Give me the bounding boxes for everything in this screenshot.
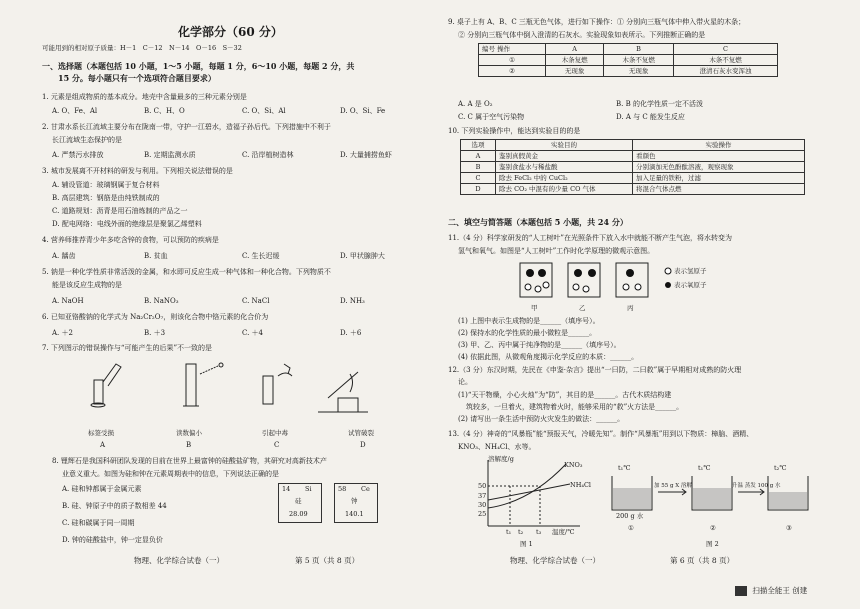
q8-opt-c: C. 硅和碳属于同一周期 [62,519,135,527]
table-cell: 木条复燃 [546,55,604,66]
q3-opt-d: D. 配电网络：电线外面的绝缘层是聚氯乙烯塑料 [52,220,202,228]
si-number: 14 [282,485,291,493]
q12-line1: 12.（3 分）东汉时期，先民在《申鉴·杂言》提出“一曰防，二曰救”属于早期相对成熟的防火理 [448,366,742,374]
q3-opt-a: A. 辅设管道：玻璃钢属于复合材料 [52,181,160,189]
q9-opt-b: B. B 的化学性质一定不活泼 [616,100,703,108]
kno3-curve [488,464,566,508]
q11-sub2: (2) 保持水的化学性质的最小微粒是______。 [458,329,597,337]
q5-opt-b: B. NaNO₃ [144,297,179,305]
q9-opt-a: A. A 是 O₂ [458,100,493,108]
fig2-num3: ③ [786,524,792,532]
legend-oxygen: 表示氧原子 [674,281,707,289]
table-row [461,184,805,195]
q3-opt-b: B. 高层建筑：钢筋是由纯铁制成的 [52,194,160,202]
table-cell: 鉴别食盐水与稀盐酸 [496,162,633,173]
fig2-label-heat: 升温 蒸发 100 g 水 [732,483,781,489]
section1-heading: 一、选择题（本题包括 10 小题，1～5 小题，每题 1 分，6～10 小题，每题 2 分，共 [42,61,355,71]
q11-sub1: (1) 上图中表示生成物的是______（填序号）。 [458,317,600,325]
table-row [461,151,805,162]
q13-line1: 13.（4 分）神奇的“风暴瓶”能“预报天气，冷暖先知”。制作“风暴瓶”用到以下物质：樟脑、酒精、 [448,430,754,438]
fig1-caption: 图 1 [520,540,533,548]
section2-heading: 二、填空与简答题（本题包括 5 小题，共 24 分） [448,217,628,227]
q7-illustrations [88,358,388,424]
q7: 7. 下列图示的错误操作与“可能产生的后果”不一致的是 [42,344,213,352]
q2-opt-a: A. 严禁污水排放 [52,151,104,159]
table-cell: ① [479,55,546,66]
si-symbol: Si [305,485,312,493]
legend-hydrogen: 表示氢原子 [674,267,707,275]
page-title: 化学部分（60 分） [178,25,283,39]
table-row [461,173,805,184]
label-jia: 甲 [531,304,538,312]
fig2-caption: 图 2 [706,540,719,548]
table-row [479,66,778,77]
q4-opt-d: D. 甲状腺肿大 [340,252,385,260]
q10: 10. 下列实验操作中，能达到实验目的的是 [448,127,581,135]
element-cell-ce [334,483,378,523]
table-row [461,140,805,151]
ce-symbol: Ce [361,485,370,493]
q2-line1: 2. 甘肃水系长江流域主要分布在陇南一带，守护一江碧水，造福子孙后代。下列措施中不利于 [42,123,331,131]
table-header-cell: 实验目的 [496,140,633,151]
box-jia [520,263,552,297]
box-yi [568,263,600,297]
atomic-masses: 可能用到的相对原子质量：H－1 C－12 N－14 O－16 S－32 [42,44,242,52]
box-bing [616,263,648,297]
q1-opt-d: D. O、Si、Fe [340,107,386,115]
graduated-cylinder-figure [183,363,223,406]
table-cell: B [461,162,496,173]
q9-opt-c: C. C 属于空气污染物 [458,113,525,121]
q9-table [478,43,778,77]
heat-test-tube-figure [318,372,368,412]
table-cell: 将混合气体点燃 [633,184,805,195]
right-column [448,0,823,590]
q7-letter-d: D [360,441,366,449]
fig1-xtick: t₃ [536,528,542,536]
oxygen-legend-dot [665,282,671,288]
q9-line2: ② 分别向三瓶气体中倒入澄清的石灰水。实验现象如表所示。下列推断正确的是 [458,31,706,39]
footer-left-page: 第 5 页（共 8 页） [295,556,360,565]
q7-caption-b: 读数偏小 [176,429,202,437]
q7-caption-c: 引起中毒 [262,429,288,437]
q1-opt-c: C. O、Si、Al [242,107,286,115]
table-cell: 加入足量的铁粉，过滤 [633,173,805,184]
q7-caption-d: 试管破裂 [348,429,374,437]
fig2-num1: ① [628,524,634,532]
q12-line2: 论。 [458,378,472,386]
q8-opt-a: A. 硅和钟都属于金属元素 [62,485,142,493]
section1-heading-2: 15 分。每小题只有一个选项符合题目要求） [58,73,216,83]
q11-sub4: (4) 依据此图，从微观角度揭示化学反应的本质：______。 [458,353,639,361]
q12-sub1b: 筑较多，一旦着火，建筑物着火时，能够采用的“救”火方法是______。 [466,403,684,411]
q11-line1: 11.（4 分）科学家研发的“人工树叶”在光照条件下放入水中就能不断产生气泡，将水转变为 [448,234,732,242]
fig1-xlabel: 温度/℃ [552,528,575,536]
scanner-watermark-text: 扫描全能王 创建 [752,586,808,595]
table-cell: 鉴别真假黄金 [496,151,633,162]
q8-line1: 8. 锂辉石是我国科研团队发现的目前在世界上最富钟的硅酸盐矿物，其研究对高新技术产 [52,457,327,465]
table-cell: 无现象 [546,66,604,77]
footer-right-page: 第 6 页（共 8 页） [670,556,735,565]
q5-opt-a: A. NaOH [52,297,84,305]
fig1-xtick: t₂ [518,528,524,536]
q5-line2: 能是该反应生成物的是 [52,281,122,289]
q13-line2: KNO₃、NH₄Cl、水等。 [458,443,536,451]
table-cell: A [461,151,496,162]
fig2-beaker1-temp: t₁℃ [618,464,631,472]
q6-opt-b: B. ＋3 [144,329,166,337]
table-header-cell: 实验操作 [633,140,805,151]
left-column [42,0,433,590]
hydrogen-legend-dot [665,268,671,274]
q7-caption-a: 标签受损 [88,429,114,437]
q9-opt-d: D. A 与 C 能发生反应 [616,113,685,121]
q6-opt-a: A. ＋2 [52,329,73,337]
table-cell: D [461,184,496,195]
table-row [479,55,778,66]
fig1-series-kno3: KNO₃ [564,461,583,469]
fig1-ytick: 50 [478,482,487,490]
q6: 6. 已知亚铬酸钠的化学式为 Na₂Cr₂O₇，则该化合物中铬元素的化合价为 [42,313,269,321]
smell-gas-figure [263,364,292,404]
q5-line1: 5. 钠是一种化学性质非常活泼的金属，和水即可反应生成一种气体和一种化合物。下列物质不 [42,268,331,276]
ce-number: 58 [338,485,347,493]
si-mass: 28.09 [289,510,308,518]
table-cell: 木条不复燃 [673,55,777,66]
q10-table [460,139,805,195]
pour-liquid-figure [91,364,121,407]
fig2-label-add: 加 55 g X 溶解 [654,483,692,489]
q4-opt-b: B. 贫血 [144,252,168,260]
fig1-ytick: 30 [478,501,487,509]
table-row [461,162,805,173]
q2-opt-d: D. 大量捕捞鱼虾 [340,151,392,159]
table-cell: 无现象 [604,66,674,77]
fig1-ytick: 25 [478,510,487,518]
q5-opt-d: D. NH₃ [340,297,365,305]
q3: 3. 城市发展离不开材料的研发与利用。下列相关说法错误的是 [42,167,233,175]
q4-opt-a: A. 龋齿 [52,252,76,260]
q1-opt-a: A. O、Fe、Al [52,107,98,115]
label-bing: 丙 [627,304,634,312]
q1: 1. 元素是组成物质的基本成分。地壳中含量最多的三种元素分别是 [42,93,247,101]
q3-opt-c: C. 道路规划：沥青是用石油炼制的产品之一 [52,207,188,215]
q11-line2: 氢气和氧气。如图是“人工树叶”工作时化学原理的微观示意图。 [458,247,655,255]
q2-opt-c: C. 沿岸植树造林 [242,151,294,159]
table-header-cell: B [604,44,674,55]
table-cell: C [461,173,496,184]
footer-left-title: 物理、化学综合试卷（一） [134,556,224,565]
q9-line1: 9. 桌子上有 A、B、C 三瓶无色气体，进行如下操作：① 分别向三瓶气体中伸入带火星的木条； [448,18,746,26]
q8-opt-b: B. 硅、钟原子中的质子数相差 44 [62,502,167,510]
fig2-beaker2-temp: t₁℃ [698,464,711,472]
ce-name: 钟 [351,497,358,505]
q8-line2: 业意义重大。如图为硅和钟在元素周期表中的信息，下列说法正确的是 [62,470,279,478]
label-yi: 乙 [579,304,586,312]
table-cell: 澄清石灰水变浑浊 [673,66,777,77]
fig1-xtick: t₁ [506,528,512,536]
table-cell: 木条不复燃 [604,55,674,66]
q4-opt-c: C. 生长迟缓 [242,252,280,260]
table-header-cell: 选项 [461,140,496,151]
table-row [479,44,778,55]
fig2-label-water: 200 g 水 [616,512,644,520]
table-header-cell: C [673,44,777,55]
element-cell-si [278,483,322,523]
scanner-logo-icon [735,586,747,596]
q4: 4. 营养师推荐青少年多吃含锌的食物，可以预防的疾病是 [42,236,219,244]
si-name: 硅 [295,497,302,505]
scanner-watermark [735,585,845,601]
q5-opt-c: C. NaCl [242,297,270,305]
fig2-num2: ② [710,524,716,532]
table-header-cell: A [546,44,604,55]
table-cell: 除去 CO₂ 中混有的少量 CO 气体 [496,184,633,195]
table-cell: 分别滴加无色酚酞溶液，观察现象 [633,162,805,173]
fig1-series-nh4cl: NH₄Cl [570,481,592,489]
q1-opt-b: B. C、H、O [144,107,185,115]
q2-opt-b: B. 定期监测水质 [144,151,196,159]
q7-letter-a: A [100,441,106,449]
table-cell: ② [479,66,546,77]
q12-sub2: (2) 请写出一条生活中预防火灾发生的做法：______。 [458,415,625,423]
table-cell: 看颜色 [633,151,805,162]
table-cell: 除去 FeCl₂ 中的 CuCl₂ [496,173,633,184]
fig2-beaker3-temp: t₂℃ [774,464,787,472]
q2-line2: 长江流域生态保护的是 [52,136,122,144]
fig1-ylabel: 溶解度/g [488,455,514,463]
q11-sub3: (3) 甲、乙、丙中属于纯净物的是______（填序号）。 [458,341,621,349]
q7-letter-c: C [274,441,280,449]
q11-molecule-diagram [518,261,788,303]
footer-right-title: 物理、化学综合试卷（一） [510,556,600,565]
ce-mass: 140.1 [345,510,364,518]
fig1-ytick: 37 [478,492,487,500]
q12-sub1: (1)“天干物燥，小心火烛”为“防”，其目的是______。古代木质结构建 [458,391,672,399]
q6-opt-c: C. ＋4 [242,329,264,337]
table-header-cell: 编号 操作 [479,44,546,55]
q8-opt-d: D. 钟的硅酸盐中，钟一定显负价 [62,536,163,544]
q7-letter-b: B [186,441,192,449]
q6-opt-d: D. ＋6 [340,329,362,337]
